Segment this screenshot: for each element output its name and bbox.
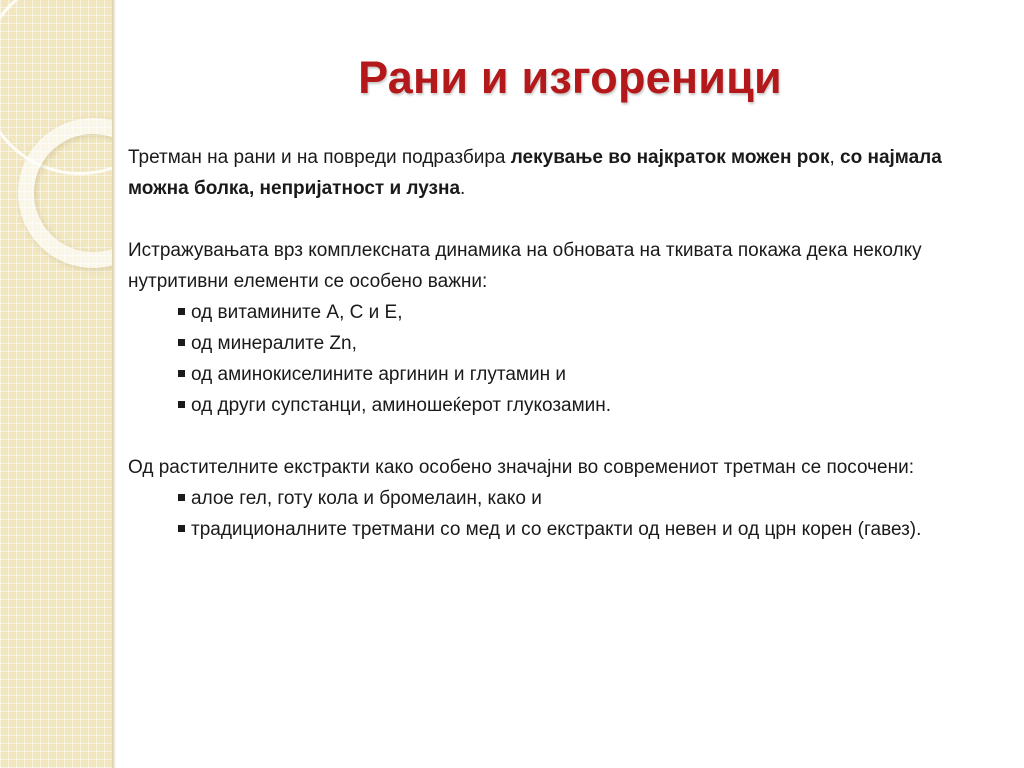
list-item xyxy=(178,514,988,545)
list-item-text: од минералите Zn, xyxy=(191,333,357,354)
square-bullet-icon xyxy=(178,494,185,501)
list-item-text: од витамините А, С и Е, xyxy=(191,302,403,323)
paragraph-gap xyxy=(128,204,988,235)
list-item xyxy=(178,297,988,328)
paragraph-treatment-separator: , xyxy=(829,147,841,168)
list-item xyxy=(178,390,988,421)
square-bullet-icon xyxy=(178,339,185,346)
paragraph-treatment-end: . xyxy=(460,178,466,199)
paragraph-treatment-lead: Третман на рани и на повреди подразбира xyxy=(128,147,511,168)
extract-list xyxy=(128,483,988,545)
paragraph-treatment-bold-2: со најмала можна болка, непријатност и лузна xyxy=(128,147,942,199)
paragraph-treatment-bold-1: лекување во најкраток можен рок xyxy=(510,147,830,168)
side-panel-edge xyxy=(112,0,116,768)
list-item xyxy=(178,359,988,390)
list-item xyxy=(178,328,988,359)
nutrient-list xyxy=(128,297,988,421)
list-item-text: од други супстанци, аминошеќерот глукозамин. xyxy=(191,395,612,416)
list-item-text: од аминокиселините аргинин и глутамин и xyxy=(191,364,566,385)
list-item xyxy=(178,483,988,514)
list-item-text: алое гел, готу кола и бромелаин, како и xyxy=(191,488,542,509)
paragraph-plant-extracts: Од растителните екстракти како особено значајни во современиот третман се посочени: xyxy=(128,457,915,478)
paragraph-gap xyxy=(128,421,988,452)
paragraph-research: Истражувањата врз комплексната динамика на обновата на ткивата покажа дека неколку нутритивни елементи се особено важни: xyxy=(128,240,922,292)
slide-title: Рани и изгореници xyxy=(358,52,782,104)
list-item-text: традиционалните третмани со мед и со екстракти од невен и од црн корен (гавез). xyxy=(191,519,922,540)
decorative-side-panel xyxy=(0,0,112,768)
square-bullet-icon xyxy=(178,370,185,377)
slide-body xyxy=(128,142,988,545)
square-bullet-icon xyxy=(178,308,185,315)
square-bullet-icon xyxy=(178,401,185,408)
square-bullet-icon xyxy=(178,525,185,532)
paragraph-treatment xyxy=(128,142,988,204)
